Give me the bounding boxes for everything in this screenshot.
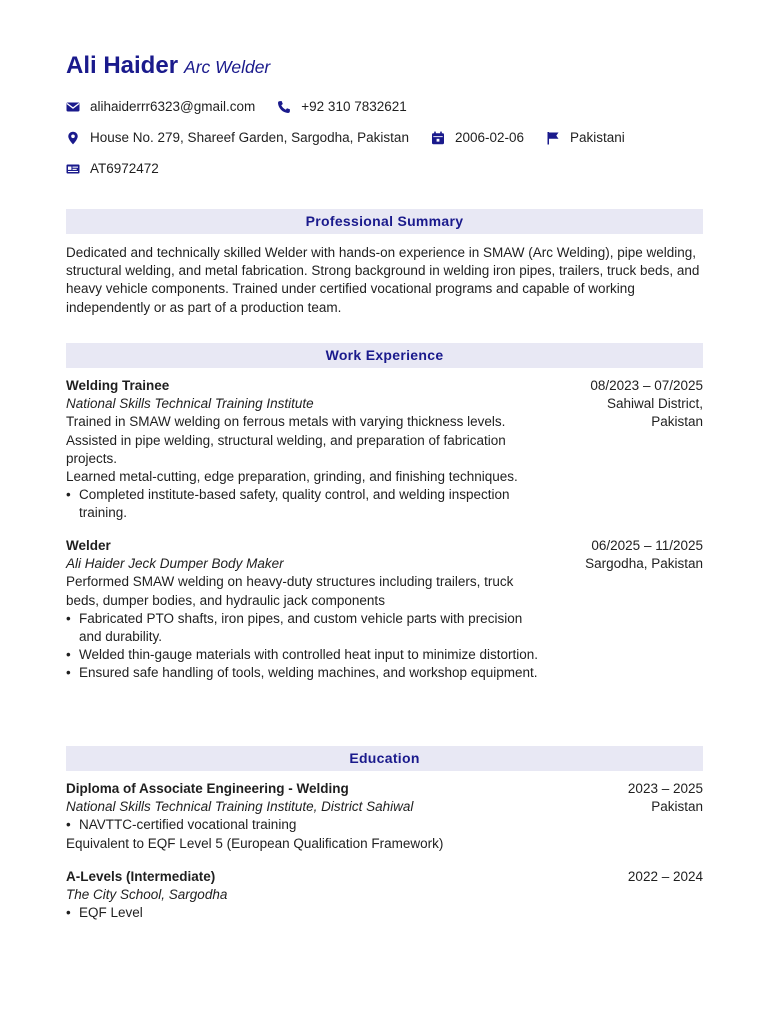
work-title: Welder	[66, 538, 111, 553]
phone-text: +92 310 7832621	[301, 98, 407, 114]
work-entry-2	[66, 537, 703, 683]
work-heading: Work Experience	[66, 343, 703, 368]
work-location: Sargodha, Pakistan	[585, 556, 703, 572]
education-title: A-Levels (Intermediate)	[66, 869, 216, 884]
contact-row-1	[66, 97, 429, 117]
work-bullets	[66, 610, 546, 683]
work-org: Ali Haider Jeck Dumper Body Maker	[66, 556, 284, 572]
education-location: Pakistan	[651, 799, 703, 815]
contact-nationality	[546, 129, 625, 147]
calendar-icon	[431, 131, 445, 145]
id-text: AT6972472	[90, 160, 159, 176]
list-item: • NAVTTC-certified vocational training	[66, 816, 566, 834]
list-item: • Welded thin-gauge materials with controlled heat input to minimize distortion.	[66, 646, 546, 664]
contact-id	[66, 160, 159, 178]
email-text: alihaiderrr6323@gmail.com	[90, 98, 256, 114]
education-title: Diploma of Associate Engineering - Welding	[66, 781, 349, 796]
education-dates: 2023 – 2025	[627, 781, 703, 796]
envelope-icon	[66, 100, 80, 114]
education-dates: 2022 – 2024	[627, 869, 703, 884]
work-line: Learned metal-cutting, edge preparation, grinding, and finishing techniques.	[66, 469, 518, 485]
summary-heading: Professional Summary	[66, 209, 703, 234]
contact-row-2	[66, 128, 647, 148]
location-pin-icon	[66, 131, 80, 145]
education-entry-1	[66, 780, 703, 853]
id-card-icon	[66, 162, 80, 176]
education-org: The City School, Sargodha	[66, 887, 228, 903]
list-item: • EQF Level	[66, 904, 546, 922]
contact-address	[66, 129, 409, 147]
candidate-name: Ali Haider	[66, 52, 179, 79]
work-location: Sahiwal District, Pakistan	[606, 396, 703, 430]
address-text: House No. 279, Shareef Garden, Sargodha, Pakistan	[90, 129, 409, 145]
job-role: Arc Welder	[184, 57, 271, 77]
phone-icon	[277, 100, 291, 114]
work-line: Performed SMAW welding on heavy-duty structures including trailers, truck beds, dumper bodies, and hydraulic jack components	[66, 574, 514, 608]
education-entry-2	[66, 868, 703, 923]
contact-phone	[277, 98, 406, 116]
work-title: Welding Trainee	[66, 378, 170, 393]
list-item: • Fabricated PTO shafts, iron pipes, and custom vehicle parts with precision and durability.	[66, 610, 546, 646]
education-note: Equivalent to EQF Level 5 (European Qualification Framework)	[66, 835, 444, 851]
work-dates: 08/2023 – 07/2025	[590, 378, 703, 393]
work-org: National Skills Technical Training Institute	[66, 396, 314, 412]
nationality-text: Pakistani	[570, 129, 625, 145]
resume-header	[66, 52, 271, 79]
work-entry-1	[66, 377, 703, 523]
work-line: Assisted in pipe welding, structural welding, and preparation of fabrication projects.	[66, 432, 506, 466]
summary-text: Dedicated and technically skilled Welder with hands-on experience in SMAW (Arc Welding), pipe welding, structural welding, and metal fabrication. Strong background in welding iron pipes, trailers, truck beds, and heavy vehicle components. Trained under certified vocational programs and capable of working independently or as part of a production team.	[66, 245, 700, 315]
flag-icon	[546, 131, 560, 145]
contact-email	[66, 98, 255, 116]
contact-dob	[431, 129, 524, 147]
education-bullets	[66, 816, 566, 834]
dob-text: 2006-02-06	[454, 129, 525, 145]
work-line: Trained in SMAW welding on ferrous metals with varying thickness levels.	[66, 414, 506, 430]
list-item: • Completed institute-based safety, quality control, and welding inspection training.	[66, 486, 546, 522]
education-org: National Skills Technical Training Institute, District Sahiwal	[66, 799, 414, 815]
education-bullets	[66, 904, 546, 922]
list-item: • Ensured safe handling of tools, welding machines, and workshop equipment.	[66, 664, 546, 682]
work-bullets	[66, 486, 546, 522]
education-heading: Education	[66, 746, 703, 771]
contact-row-3	[66, 159, 181, 179]
work-dates: 06/2025 – 11/2025	[591, 538, 703, 553]
